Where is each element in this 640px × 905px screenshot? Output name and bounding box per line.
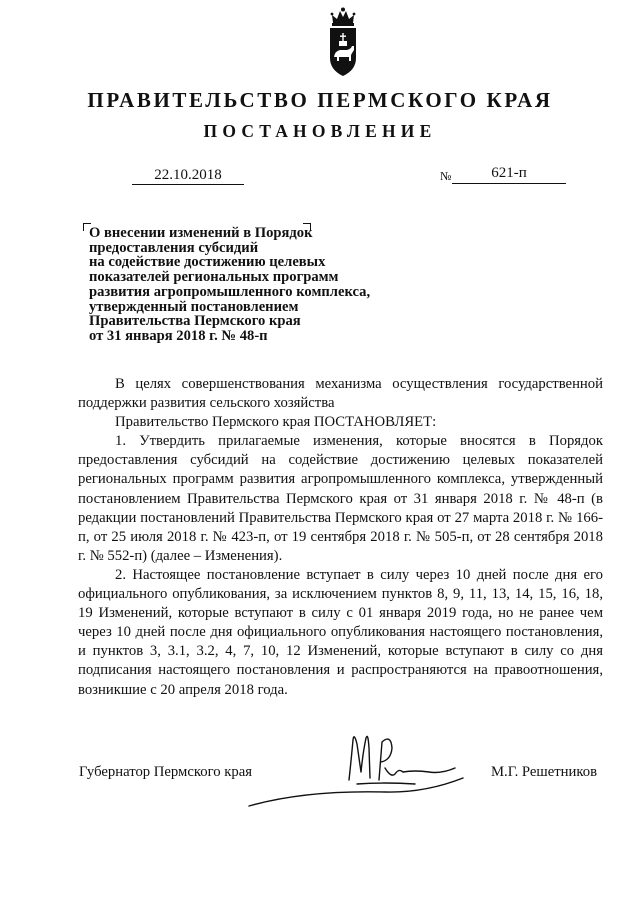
document-number: 621-п: [452, 166, 566, 184]
title-line: от 31 января 2018 г. № 48-п: [89, 327, 268, 344]
signer-position: Губернатор Пермского края: [79, 764, 253, 780]
title-line: показателей региональных программ: [89, 269, 339, 286]
number-sign: №: [440, 169, 452, 183]
clause-1-paragraph: 1. Утвердить прилагаемые изменения, которые вносятся в Порядок предоставления субсидий на содействие достижению целевых показателей региональных программ развития агропромышленного комплекса, утвержденный постановлением Правительства Пермского края от 31 января 2018 г. № 48-п (в редакции постановлений Правительства Пермского края от 27 марта 2018 г. № 166-п, от 25 июля 2018 г. № 423-п, от 19 сентября 2018 г. № 505-п, от 28 сентября 2018 г. № 552-п) (далее – Изменения).: [78, 433, 603, 564]
title-line: утвержденный постановлением: [89, 298, 299, 315]
title-line: О внесении изменений в Порядок: [89, 225, 313, 241]
preamble-paragraph: В целях совершенствования механизма осуществления государственной поддержки развития сельского хозяйства: [78, 376, 603, 412]
document-date: 22.10.2018: [132, 168, 244, 185]
title-line: Правительства Пермского края: [89, 313, 301, 330]
document-body: [78, 375, 603, 700]
title-line: предоставления субсидий: [89, 239, 259, 256]
coat-of-arms-icon: [324, 6, 362, 78]
title-line: на содействие достижению целевых: [89, 254, 326, 271]
handwritten-signature: [245, 722, 467, 812]
title-line: развития агропромышленного комплекса,: [89, 283, 371, 300]
clause-2-paragraph: 2. Настоящее постановление вступает в силу через 10 дней после дня его официального опубликования, за исключением пунктов 8, 9, 11, 13, 14, 15, 16, 18, 19 Изменений, которые вступают в силу с 01 января 2019 года, но не ранее чем через 10 дней после дня официального опубликования настоящего постановления, и пунктов 3, 3.1, 3.2, 4, 7, 10, 12 Изменений, которые вступают в силу со дня подписания настоящего постановления и распространяются на правоотношения, возникшие с 20 апреля 2018 года.: [78, 566, 603, 698]
signer-name: М.Г. Решетников: [491, 764, 598, 780]
resolves-paragraph: Правительство Пермского края ПОСТАНОВЛЯЕТ:: [115, 414, 437, 431]
document-type-heading: ПОСТАНОВЛЕНИЕ: [203, 121, 437, 141]
organization-heading: ПРАВИТЕЛЬСТВО ПЕРМСКОГО КРАЯ: [87, 88, 553, 112]
document-title: [89, 226, 409, 344]
